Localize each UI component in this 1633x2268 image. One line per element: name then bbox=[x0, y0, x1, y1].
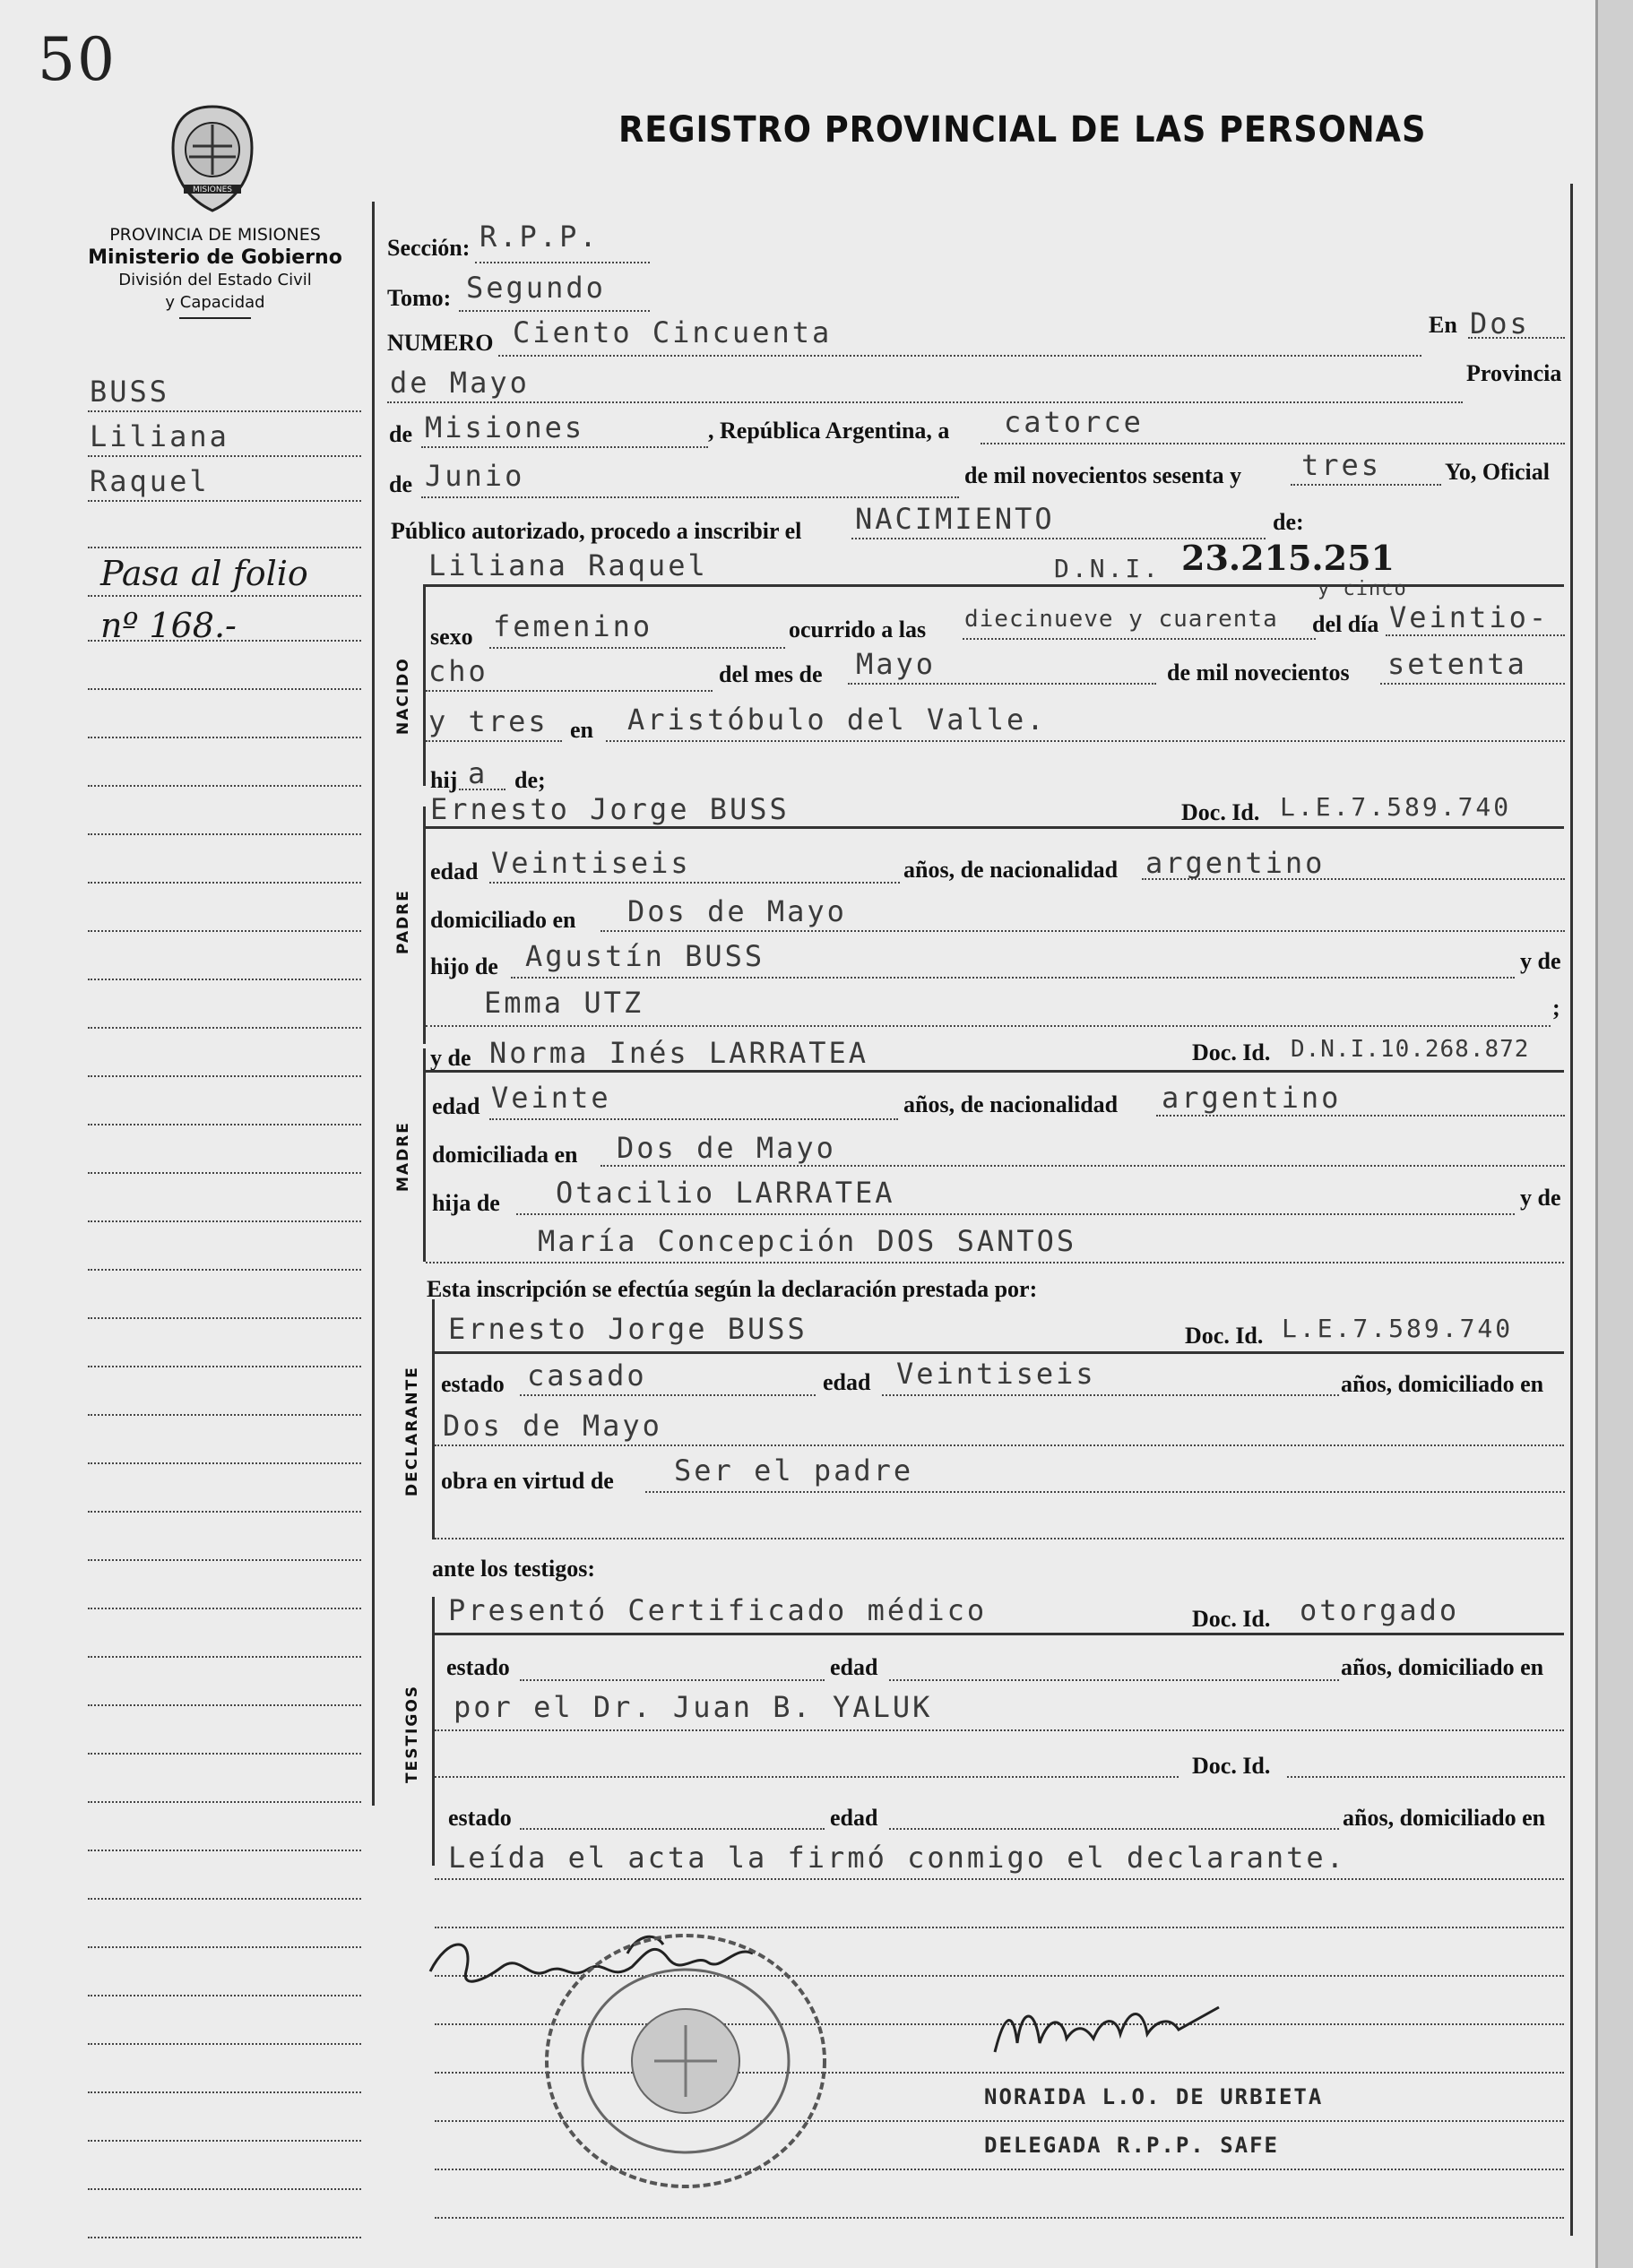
label-de-mil-sesenta: de mil novecientos sesenta y bbox=[964, 462, 1242, 488]
label-de-semicolon: de; bbox=[514, 767, 546, 793]
label-test-anos-dom2: años, domiciliado en bbox=[1343, 1805, 1546, 1831]
field-hora-extra: y cinco bbox=[1318, 578, 1407, 600]
field-madre-padre: Otacilio LARRATEA bbox=[556, 1176, 895, 1210]
field-madre-edad: Veinte bbox=[491, 1081, 611, 1115]
label-inscripcion: Esta inscripción se efectúa según la declaración prestada por: bbox=[427, 1276, 1038, 1302]
field-padre-dom: Dos de Mayo bbox=[627, 894, 847, 928]
label-hij: hij bbox=[430, 767, 458, 793]
madre-rule bbox=[423, 1048, 426, 1262]
label-test-doc1: Doc. Id. bbox=[1192, 1606, 1271, 1632]
field-madre-madre: María Concepción DOS SANTOS bbox=[538, 1224, 1077, 1258]
field-lugar2: de Mayo bbox=[390, 366, 530, 400]
field-anio-inscripcion: tres bbox=[1301, 448, 1382, 482]
label-test-anos-dom1: años, domiciliado en bbox=[1341, 1654, 1544, 1680]
label-padre-hijo-de: hijo de bbox=[430, 953, 498, 979]
field-dia-inscripcion: catorce bbox=[1004, 405, 1144, 439]
label-padre-edad: edad bbox=[430, 858, 479, 884]
issuer-division2: y Capacidad bbox=[165, 293, 265, 312]
field-decl-doc: L.E.7.589.740 bbox=[1282, 1314, 1514, 1343]
field-anio: setenta bbox=[1387, 647, 1527, 681]
field-mes-inscripcion: Junio bbox=[425, 459, 525, 493]
field-test-line2: por el Dr. Juan B. YALUK bbox=[454, 1690, 933, 1724]
label-decl-anos-dom: años, domiciliado en bbox=[1341, 1371, 1544, 1397]
label-seccion: Sección: bbox=[387, 235, 471, 261]
field-sexo: femenino bbox=[493, 609, 653, 643]
margin-rule bbox=[372, 202, 375, 1806]
field-decl-estado: casado bbox=[527, 1358, 647, 1393]
label-yo-oficial: Yo, Oficial bbox=[1445, 459, 1550, 485]
label-semicolon: ; bbox=[1552, 995, 1560, 1021]
field-dni: D.N.I. bbox=[1054, 554, 1162, 583]
side-label-declarante: DECLARANTE bbox=[403, 1366, 421, 1496]
side-label-nacido: NACIDO bbox=[394, 657, 412, 735]
label-decl-obra: obra en virtud de bbox=[441, 1468, 614, 1494]
field-provincia: Misiones bbox=[425, 410, 585, 444]
field-hij-suffix: a bbox=[468, 756, 488, 790]
field-madre-dom: Dos de Mayo bbox=[617, 1131, 836, 1165]
field-madre-nombre: Norma Inés LARRATEA bbox=[489, 1036, 869, 1070]
field-dni-num: 23.215.251 bbox=[1181, 538, 1395, 578]
book-binding-edge bbox=[1595, 0, 1633, 2268]
label-madre-dom: domiciliada en bbox=[432, 1142, 578, 1168]
field-decl-edad: Veintiseis bbox=[896, 1357, 1096, 1391]
label-padre-y-de: y de bbox=[1520, 948, 1561, 974]
label-de-mil: de mil novecientos bbox=[1167, 660, 1350, 686]
label-madre-doc: Doc. Id. bbox=[1192, 1039, 1271, 1065]
label-de-colon: de: bbox=[1273, 509, 1304, 535]
label-decl-doc: Doc. Id. bbox=[1185, 1323, 1264, 1349]
field-test-doc1: otorgado bbox=[1300, 1593, 1460, 1627]
label-publico: Público autorizado, procedo a inscribir el bbox=[391, 518, 802, 544]
province-coat-of-arms bbox=[166, 103, 260, 215]
label-padre-nac: años, de nacionalidad bbox=[903, 857, 1119, 883]
issuer-division: División del Estado Civil bbox=[118, 271, 312, 289]
label-decl-estado: estado bbox=[441, 1371, 505, 1397]
label-madre-y-de: y de bbox=[430, 1045, 471, 1071]
field-nombre: Liliana Raquel bbox=[428, 548, 708, 582]
margin-name1: Liliana bbox=[90, 419, 229, 453]
right-rule bbox=[1570, 184, 1573, 2236]
side-label-madre: MADRE bbox=[394, 1121, 412, 1192]
field-acto: NACIMIENTO bbox=[855, 502, 1055, 536]
document-title: REGISTRO PROVINCIAL DE LAS PERSONAS bbox=[618, 109, 1427, 151]
official-signature bbox=[986, 1989, 1228, 2070]
label-provincia: Provincia bbox=[1466, 360, 1562, 386]
official-name: NORAIDA L.O. DE URBIETA bbox=[984, 2084, 1324, 2109]
field-test-line1: Presentó Certificado médico bbox=[448, 1593, 988, 1627]
label-madre-y-de: y de bbox=[1520, 1185, 1561, 1211]
issuer-ministry: Ministerio de Gobierno bbox=[88, 246, 342, 269]
label-test-estado2: estado bbox=[448, 1805, 512, 1831]
seal-text: MISIONES bbox=[192, 185, 233, 194]
field-hora: diecinueve y cuarenta bbox=[964, 606, 1278, 633]
margin-note-number: nº 168.- bbox=[100, 606, 237, 645]
label-padre-dom: domiciliado en bbox=[430, 907, 576, 933]
label-test-edad2: edad bbox=[830, 1805, 878, 1831]
field-decl-obra: Ser el padre bbox=[674, 1453, 914, 1488]
label-decl-edad: edad bbox=[823, 1369, 871, 1395]
field-padre-madre: Emma UTZ bbox=[484, 986, 644, 1020]
field-padre-padre: Agustín BUSS bbox=[525, 939, 765, 973]
label-tomo: Tomo: bbox=[387, 285, 452, 311]
field-padre-doc: L.E.7.589.740 bbox=[1280, 792, 1512, 822]
label-padre-doc: Doc. Id. bbox=[1181, 799, 1260, 825]
field-padre-nac: argentino bbox=[1145, 846, 1326, 880]
label-del-dia: del día bbox=[1312, 611, 1379, 637]
field-dia2: cho bbox=[428, 654, 488, 688]
field-decl-nombre: Ernesto Jorge BUSS bbox=[448, 1312, 808, 1346]
field-padre-edad: Veintiseis bbox=[491, 846, 691, 880]
margin-note-folio: Pasa al folio bbox=[100, 554, 308, 593]
field-padre-nombre: Ernesto Jorge BUSS bbox=[430, 792, 790, 826]
side-label-testigos: TESTIGOS bbox=[403, 1684, 421, 1783]
issuer-divider bbox=[179, 317, 251, 319]
label-test-edad1: edad bbox=[830, 1654, 878, 1680]
label-ante-testigos: ante los testigos: bbox=[432, 1556, 595, 1582]
margin-name2: Raquel bbox=[90, 464, 210, 498]
official-stamp bbox=[538, 1927, 834, 2195]
folio-number: 50 bbox=[38, 25, 117, 94]
label-test-estado1: estado bbox=[446, 1654, 510, 1680]
label-republica: , República Argentina, a bbox=[708, 418, 950, 444]
field-madre-nac: argentino bbox=[1162, 1081, 1342, 1115]
label-sexo: sexo bbox=[430, 624, 473, 650]
label-madre-nac: años, de nacionalidad bbox=[903, 1091, 1119, 1117]
padre-rule bbox=[423, 806, 426, 1044]
field-en: Dos bbox=[1470, 306, 1530, 341]
label-de: de bbox=[389, 421, 412, 447]
field-dia: Veintio- bbox=[1389, 600, 1550, 634]
testigos-rule bbox=[432, 1597, 435, 1866]
label-ocurrido: ocurrido a las bbox=[789, 617, 927, 642]
issuer-block bbox=[63, 224, 367, 319]
label-de2: de bbox=[389, 471, 412, 497]
field-numero: Ciento Cincuenta bbox=[513, 315, 833, 349]
side-label-padre: PADRE bbox=[394, 889, 412, 954]
field-decl-dom: Dos de Mayo bbox=[443, 1409, 662, 1443]
label-en2: en bbox=[570, 717, 593, 743]
nacido-rule bbox=[423, 584, 426, 786]
label-test-doc2: Doc. Id. bbox=[1192, 1753, 1271, 1779]
field-mes: Mayo bbox=[856, 647, 937, 681]
label-madre-hija-de: hija de bbox=[432, 1190, 500, 1216]
field-seccion: R.P.P. bbox=[480, 220, 600, 254]
issuer-province: PROVINCIA DE MISIONES bbox=[109, 225, 321, 245]
field-tomo: Segundo bbox=[466, 271, 606, 305]
official-title: DELEGADA R.P.P. SAFE bbox=[984, 2133, 1279, 2158]
label-del-mes: del mes de bbox=[719, 661, 823, 687]
field-closing: Leída el acta la firmó conmigo el declarante. bbox=[448, 1841, 1346, 1875]
field-madre-doc: D.N.I.10.268.872 bbox=[1291, 1036, 1530, 1063]
declarante-rule bbox=[432, 1299, 435, 1539]
field-lugar: Aristóbulo del Valle. bbox=[627, 703, 1047, 737]
margin-surname: BUSS bbox=[90, 375, 170, 409]
field-anio2: y tres bbox=[428, 704, 549, 738]
label-en: En bbox=[1429, 312, 1457, 338]
label-madre-edad: edad bbox=[432, 1093, 480, 1119]
label-numero: NUMERO bbox=[387, 330, 494, 356]
